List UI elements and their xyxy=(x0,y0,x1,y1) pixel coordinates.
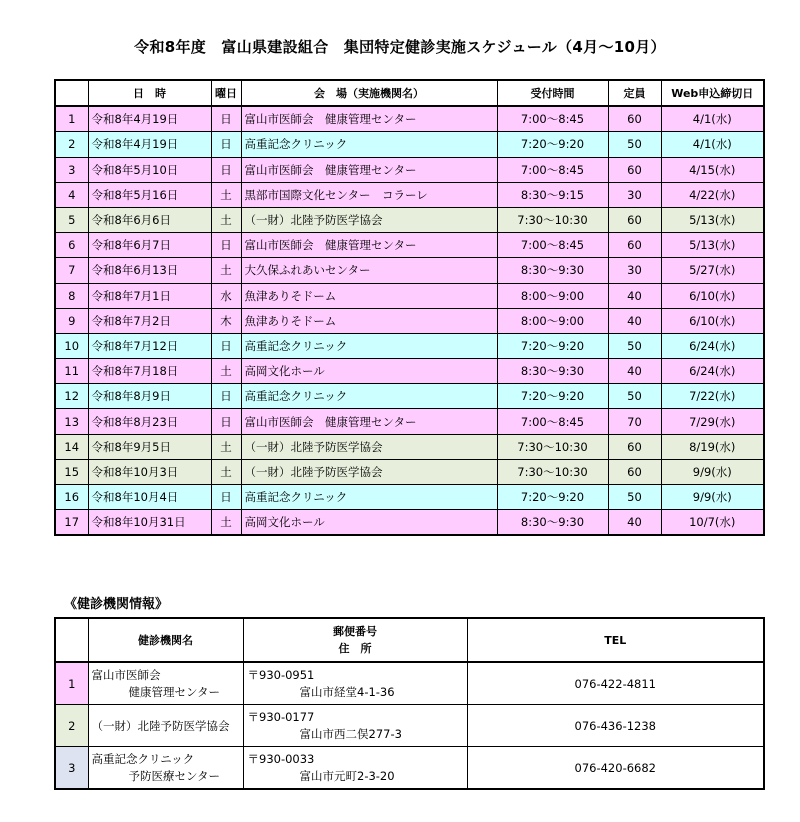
schedule-date: 令和8年6月13日 xyxy=(88,258,211,283)
schedule-deadline: 6/10(水) xyxy=(661,283,764,308)
schedule-day: 土 xyxy=(211,359,241,384)
institutions-table xyxy=(54,617,765,790)
schedule-time: 7:20～9:20 xyxy=(497,485,608,510)
schedule-date: 令和8年7月18日 xyxy=(88,359,211,384)
schedule-day: 日 xyxy=(211,132,241,157)
schedule-row xyxy=(55,106,764,132)
schedule-capacity: 60 xyxy=(608,207,661,232)
col-header-date: 日 時 xyxy=(88,80,211,106)
institution-name xyxy=(88,662,243,705)
institution-tel: 076-420-6682 xyxy=(467,747,764,790)
institution-postal: 〒930-0951 xyxy=(247,667,315,682)
schedule-no: 7 xyxy=(55,258,88,283)
schedule-no: 8 xyxy=(55,283,88,308)
institution-postal-address xyxy=(243,705,467,747)
schedule-day: 日 xyxy=(211,233,241,258)
schedule-time: 7:00～8:45 xyxy=(497,157,608,182)
institution-no: 2 xyxy=(55,705,88,747)
schedule-time: 8:30～9:30 xyxy=(497,258,608,283)
schedule-day: 木 xyxy=(211,308,241,333)
schedule-date: 令和8年4月19日 xyxy=(88,106,211,132)
schedule-venue: 高重記念クリニック xyxy=(241,384,497,409)
schedule-deadline: 5/13(水) xyxy=(661,207,764,232)
schedule-deadline: 4/1(水) xyxy=(661,132,764,157)
schedule-time: 8:30～9:30 xyxy=(497,510,608,536)
schedule-day: 日 xyxy=(211,409,241,434)
institution-postal-address xyxy=(243,662,467,705)
schedule-date: 令和8年7月12日 xyxy=(88,333,211,358)
schedule-deadline: 4/15(水) xyxy=(661,157,764,182)
schedule-venue: 高岡文化ホール xyxy=(241,510,497,536)
schedule-capacity: 40 xyxy=(608,283,661,308)
schedule-deadline: 6/24(水) xyxy=(661,359,764,384)
schedule-time: 7:30～10:30 xyxy=(497,434,608,459)
schedule-day: 土 xyxy=(211,182,241,207)
institution-row xyxy=(55,662,764,705)
inst-header-name: 健診機関名 xyxy=(88,618,243,662)
schedule-deadline: 7/29(水) xyxy=(661,409,764,434)
schedule-deadline: 9/9(水) xyxy=(661,485,764,510)
schedule-capacity: 60 xyxy=(608,233,661,258)
schedule-no: 10 xyxy=(55,333,88,358)
schedule-venue: 高重記念クリニック xyxy=(241,132,497,157)
schedule-time: 7:00～8:45 xyxy=(497,106,608,132)
schedule-date: 令和8年6月7日 xyxy=(88,233,211,258)
schedule-time: 8:00～9:00 xyxy=(497,308,608,333)
schedule-time: 7:00～8:45 xyxy=(497,233,608,258)
schedule-row xyxy=(55,132,764,157)
institution-name-line2: 健康管理センター xyxy=(128,684,221,699)
schedule-no: 15 xyxy=(55,459,88,484)
institution-name-line1: 高重記念クリニック xyxy=(91,751,195,766)
schedule-date: 令和8年7月2日 xyxy=(88,308,211,333)
col-header-no xyxy=(55,80,88,106)
schedule-date: 令和8年5月16日 xyxy=(88,182,211,207)
schedule-capacity: 70 xyxy=(608,409,661,434)
schedule-day: 日 xyxy=(211,333,241,358)
schedule-venue: （一財）北陸予防医学協会 xyxy=(241,207,497,232)
schedule-venue: 富山市医師会 健康管理センター xyxy=(241,157,497,182)
schedule-capacity: 30 xyxy=(608,258,661,283)
schedule-capacity: 60 xyxy=(608,459,661,484)
schedule-deadline: 4/22(水) xyxy=(661,182,764,207)
schedule-row xyxy=(55,359,764,384)
schedule-capacity: 50 xyxy=(608,485,661,510)
schedule-date: 令和8年8月23日 xyxy=(88,409,211,434)
schedule-date: 令和8年10月3日 xyxy=(88,459,211,484)
schedule-day: 日 xyxy=(211,157,241,182)
schedule-no: 16 xyxy=(55,485,88,510)
schedule-day: 土 xyxy=(211,510,241,536)
schedule-day: 日 xyxy=(211,485,241,510)
institution-name xyxy=(88,747,243,790)
inst-header-address: 住 所 xyxy=(338,642,372,655)
inst-header-postal: 郵便番号 xyxy=(333,625,377,638)
schedule-row xyxy=(55,308,764,333)
schedule-deadline: 7/22(水) xyxy=(661,384,764,409)
schedule-table xyxy=(54,79,765,536)
schedule-deadline: 5/13(水) xyxy=(661,233,764,258)
schedule-date: 令和8年10月31日 xyxy=(88,510,211,536)
schedule-time: 7:30～10:30 xyxy=(497,459,608,484)
col-header-deadline: Web申込締切日 xyxy=(661,80,764,106)
page-title: 令和8年度 富山県建設組合 集団特定健診実施スケジュール（4月～10月） xyxy=(134,38,666,56)
schedule-deadline: 6/10(水) xyxy=(661,308,764,333)
schedule-venue: 富山市医師会 健康管理センター xyxy=(241,233,497,258)
inst-header-postal-address xyxy=(243,618,467,662)
schedule-date: 令和8年7月1日 xyxy=(88,283,211,308)
institution-postal: 〒930-0033 xyxy=(247,751,315,766)
institution-postal: 〒930-0177 xyxy=(247,709,315,724)
institution-tel: 076-436-1238 xyxy=(467,705,764,747)
institution-name-line1: （一財）北陸予防医学協会 xyxy=(91,718,230,733)
schedule-capacity: 40 xyxy=(608,359,661,384)
schedule-time: 8:30～9:30 xyxy=(497,359,608,384)
schedule-no: 4 xyxy=(55,182,88,207)
schedule-day: 土 xyxy=(211,434,241,459)
schedule-no: 3 xyxy=(55,157,88,182)
schedule-capacity: 40 xyxy=(608,510,661,536)
schedule-deadline: 5/27(水) xyxy=(661,258,764,283)
institutions-header-row xyxy=(55,618,764,662)
schedule-no: 5 xyxy=(55,207,88,232)
schedule-time: 8:00～9:00 xyxy=(497,283,608,308)
schedule-venue: 魚津ありそドーム xyxy=(241,283,497,308)
schedule-venue: （一財）北陸予防医学協会 xyxy=(241,434,497,459)
schedule-deadline: 6/24(水) xyxy=(661,333,764,358)
schedule-no: 11 xyxy=(55,359,88,384)
institution-name xyxy=(88,705,243,747)
schedule-date: 令和8年9月5日 xyxy=(88,434,211,459)
schedule-venue: （一財）北陸予防医学協会 xyxy=(241,459,497,484)
institution-no: 3 xyxy=(55,747,88,790)
institution-no: 1 xyxy=(55,662,88,705)
schedule-day: 日 xyxy=(211,106,241,132)
schedule-venue: 富山市医師会 健康管理センター xyxy=(241,106,497,132)
schedule-row xyxy=(55,434,764,459)
schedule-row xyxy=(55,510,764,536)
schedule-time: 7:20～9:20 xyxy=(497,384,608,409)
schedule-venue: 大久保ふれあいセンター xyxy=(241,258,497,283)
schedule-capacity: 50 xyxy=(608,132,661,157)
schedule-time: 7:30～10:30 xyxy=(497,207,608,232)
schedule-row xyxy=(55,283,764,308)
schedule-day: 日 xyxy=(211,384,241,409)
institutions-subtitle: 《健診機関情報》 xyxy=(64,597,169,612)
schedule-row xyxy=(55,182,764,207)
schedule-row xyxy=(55,333,764,358)
schedule-deadline: 4/1(水) xyxy=(661,106,764,132)
schedule-date: 令和8年4月19日 xyxy=(88,132,211,157)
schedule-day: 土 xyxy=(211,207,241,232)
institution-name-line2: 予防医療センター xyxy=(128,768,221,783)
institution-row xyxy=(55,747,764,790)
col-header-capacity: 定員 xyxy=(608,80,661,106)
schedule-day: 水 xyxy=(211,283,241,308)
schedule-date: 令和8年5月10日 xyxy=(88,157,211,182)
schedule-no: 2 xyxy=(55,132,88,157)
schedule-row xyxy=(55,233,764,258)
schedule-capacity: 60 xyxy=(608,157,661,182)
schedule-date: 令和8年6月6日 xyxy=(88,207,211,232)
institution-address: 富山市元町2-3-20 xyxy=(299,768,395,783)
schedule-row xyxy=(55,258,764,283)
institution-address: 富山市経堂4-1-36 xyxy=(299,684,395,699)
schedule-deadline: 8/19(水) xyxy=(661,434,764,459)
schedule-no: 9 xyxy=(55,308,88,333)
schedule-deadline: 9/9(水) xyxy=(661,459,764,484)
schedule-day: 土 xyxy=(211,258,241,283)
col-header-day: 曜日 xyxy=(211,80,241,106)
schedule-date: 令和8年10月4日 xyxy=(88,485,211,510)
inst-header-tel: TEL xyxy=(467,618,764,662)
schedule-row xyxy=(55,384,764,409)
inst-header-no xyxy=(55,618,88,662)
schedule-no: 12 xyxy=(55,384,88,409)
schedule-no: 13 xyxy=(55,409,88,434)
schedule-venue: 高重記念クリニック xyxy=(241,485,497,510)
schedule-time: 8:30～9:15 xyxy=(497,182,608,207)
schedule-row xyxy=(55,157,764,182)
schedule-row xyxy=(55,459,764,484)
schedule-venue: 高重記念クリニック xyxy=(241,333,497,358)
col-header-venue: 会 場（実施機関名） xyxy=(241,80,497,106)
schedule-day: 土 xyxy=(211,459,241,484)
schedule-capacity: 50 xyxy=(608,384,661,409)
schedule-venue: 魚津ありそドーム xyxy=(241,308,497,333)
schedule-no: 6 xyxy=(55,233,88,258)
schedule-venue: 黒部市国際文化センター コラーレ xyxy=(241,182,497,207)
schedule-time: 7:00～8:45 xyxy=(497,409,608,434)
schedule-row xyxy=(55,409,764,434)
institution-tel: 076-422-4811 xyxy=(467,662,764,705)
schedule-no: 1 xyxy=(55,106,88,132)
institution-address: 富山市西二俣277-3 xyxy=(299,726,402,741)
schedule-header-row xyxy=(55,80,764,106)
institution-postal-address xyxy=(243,747,467,790)
schedule-date: 令和8年8月9日 xyxy=(88,384,211,409)
schedule-venue: 高岡文化ホール xyxy=(241,359,497,384)
schedule-deadline: 10/7(水) xyxy=(661,510,764,536)
schedule-capacity: 50 xyxy=(608,333,661,358)
schedule-capacity: 30 xyxy=(608,182,661,207)
institution-name-line1: 富山市医師会 xyxy=(91,667,161,682)
schedule-venue: 富山市医師会 健康管理センター xyxy=(241,409,497,434)
schedule-time: 7:20～9:20 xyxy=(497,132,608,157)
schedule-capacity: 60 xyxy=(608,434,661,459)
schedule-capacity: 60 xyxy=(608,106,661,132)
schedule-no: 17 xyxy=(55,510,88,536)
schedule-row xyxy=(55,485,764,510)
schedule-time: 7:20～9:20 xyxy=(497,333,608,358)
schedule-no: 14 xyxy=(55,434,88,459)
schedule-capacity: 40 xyxy=(608,308,661,333)
schedule-row xyxy=(55,207,764,232)
col-header-time: 受付時間 xyxy=(497,80,608,106)
institution-row xyxy=(55,705,764,747)
